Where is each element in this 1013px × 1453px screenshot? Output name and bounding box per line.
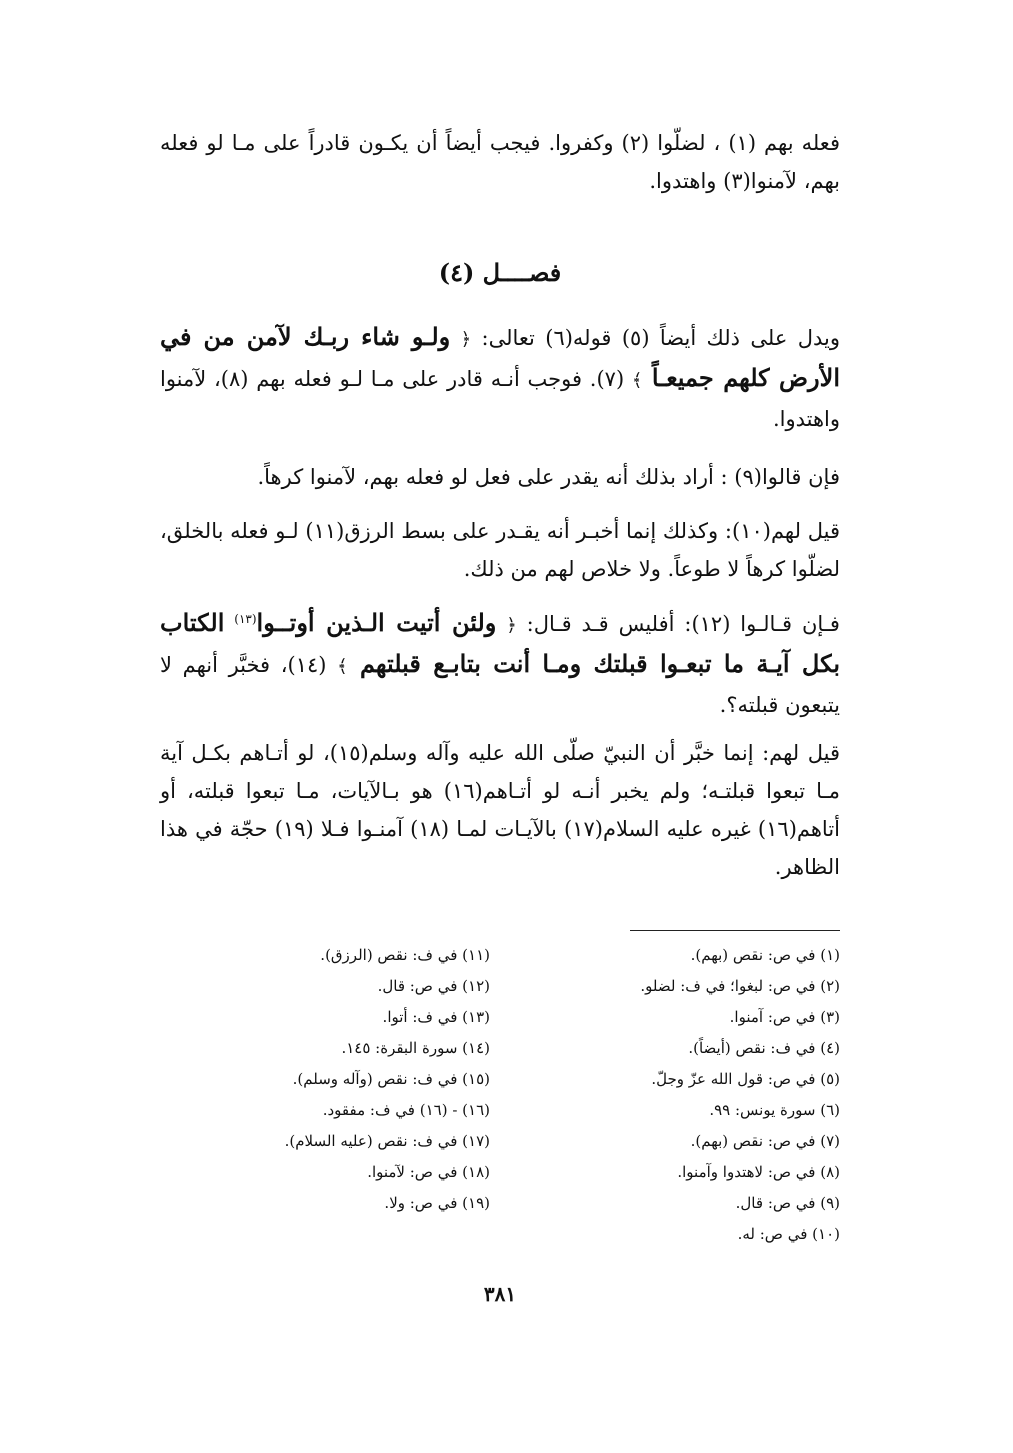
footnote-item: (٤) في ف: نقص (أيضاً).	[688, 1039, 840, 1057]
paragraph-3: قيل لهم(١٠): وكذلك إنما أخبـر أنه يقـدر على بسط الرزق(١١) لـو فعله بالخلق، لضلّوا كرهاً لا طوعاً. ولا خلاص لهم من ذلك.	[160, 519, 840, 581]
footnote-item: (١٥) في ف: نقص (وآله وسلم).	[292, 1070, 490, 1088]
footnotes-left-column	[160, 940, 490, 1219]
footnote-item: (١) في ص: نقص (بهم).	[690, 946, 840, 964]
footnote-item: (١٢) في ص: قال.	[377, 977, 490, 995]
paragraph-5: قيل لهم: إنما خبَّر أن النبيّ صلّى الله عليه وآله وسلم(١٥)، لو أتـاهم بكـل آية مـا تبعوا قبلتـه؛ ولم يخبر أنـه لو أتـاهم(١٦) هو بـالآيات، مـا تبعوا قبلته، أو أتاهم(١٦) غيره عليه السلام(١٧) بالآيـات لمـا (١٨) آمنـوا فـلا (١٩) حجّة في هذا الظاهر.	[160, 741, 841, 879]
paragraph-1-text-a: ويدل على ذلك أيضاً (٥) قوله(٦) تعالى:	[471, 326, 840, 350]
footnote-item: (١٨) في ص: لآمنوا.	[367, 1163, 490, 1181]
footnote-item: (١١) في ف: نقص (الرزق).	[320, 946, 490, 964]
footnote-item: (١٣) في ف: أتوا.	[382, 1008, 490, 1026]
paragraph-1	[160, 318, 840, 438]
quran-verse-2b: الكتاب بكل آيـة ما تبعـوا قبلتك ومـا أنت بتابـع قبلتهم	[160, 608, 841, 678]
page-body	[160, 0, 840, 1453]
footnote-item: (١٠) في ص: له.	[737, 1225, 840, 1243]
footnotes-right-column	[510, 940, 840, 1250]
footnote-item: (١٤) سورة البقرة: ١٤٥.	[341, 1039, 490, 1057]
footnote-item: (٨) في ص: لاهتدوا وآمنوا.	[677, 1163, 840, 1181]
section-heading: فصــــل (٤)	[438, 258, 562, 287]
paragraph-4	[160, 604, 840, 724]
footnote-item: (١٧) في ف: نقص (عليه السلام).	[284, 1132, 490, 1150]
paragraph-4-text-b: (١٤)، فخبَّر أنهم لا يتبعون قبلته؟.	[160, 653, 840, 717]
footnote-item: (٥) في ص: قول الله عزّ وجلّ.	[651, 1070, 840, 1088]
footnote-item: (١٦) - (١٦) في ف: مفقود.	[322, 1101, 490, 1119]
ornate-bracket-open: ﴿	[460, 329, 472, 350]
footnote-divider	[630, 930, 840, 931]
footnote-item: (٢) في ص: لبغوا؛ في ف: لضلو.	[640, 977, 840, 995]
footnote-item: (٧) في ص: نقص (بهم).	[690, 1132, 840, 1150]
footnotes	[160, 940, 840, 1260]
paragraph-1-text-b: (٧). فوجب أنـه قادر على مـا لـو فعله بهم (٨)، لآمنوا واهتدوا.	[160, 367, 840, 431]
page-number: ٣٨١	[483, 1282, 517, 1306]
paragraph-4-text-a: فـإن قـالـوا (١٢): أفليس قـد قـال:	[516, 612, 840, 636]
footnote-ref-13: (١٣)	[234, 612, 257, 626]
top-paragraph-line1: فعله بهم (١) ، لضلّوا (٢) وكفروا. فيجب أيضاً أن يكـون قادراً على مـا لو فعله	[160, 131, 840, 155]
top-paragraph	[160, 124, 840, 200]
quran-verse-1: ولـو شاء ربـك لآمن من في الأرض كلهم جميعـاً	[160, 322, 840, 392]
footnote-item: (٦) سورة يونس: ٩٩.	[709, 1101, 840, 1119]
paragraph-2: فإن قالوا(٩) : أراد بذلك أنه يقدر على فعل لو فعله بهم، لآمنوا كرهاً.	[257, 465, 840, 489]
footnote-item: (٣) في ص: آمنوا.	[729, 1008, 840, 1026]
footnote-item: (١٩) في ص: ولا.	[384, 1194, 490, 1212]
quran-verse-2a: ولئن أتيت الـذين أوتــوا	[256, 608, 497, 637]
ornate-bracket-open: ﴿	[506, 615, 517, 636]
ornate-bracket-close: ﴾	[337, 656, 348, 677]
top-paragraph-line2: بهم، لآمنوا(٣) واهتدوا.	[649, 169, 840, 193]
ornate-bracket-close: ﴾	[631, 370, 643, 391]
footnote-item: (٩) في ص: قال.	[735, 1194, 840, 1212]
